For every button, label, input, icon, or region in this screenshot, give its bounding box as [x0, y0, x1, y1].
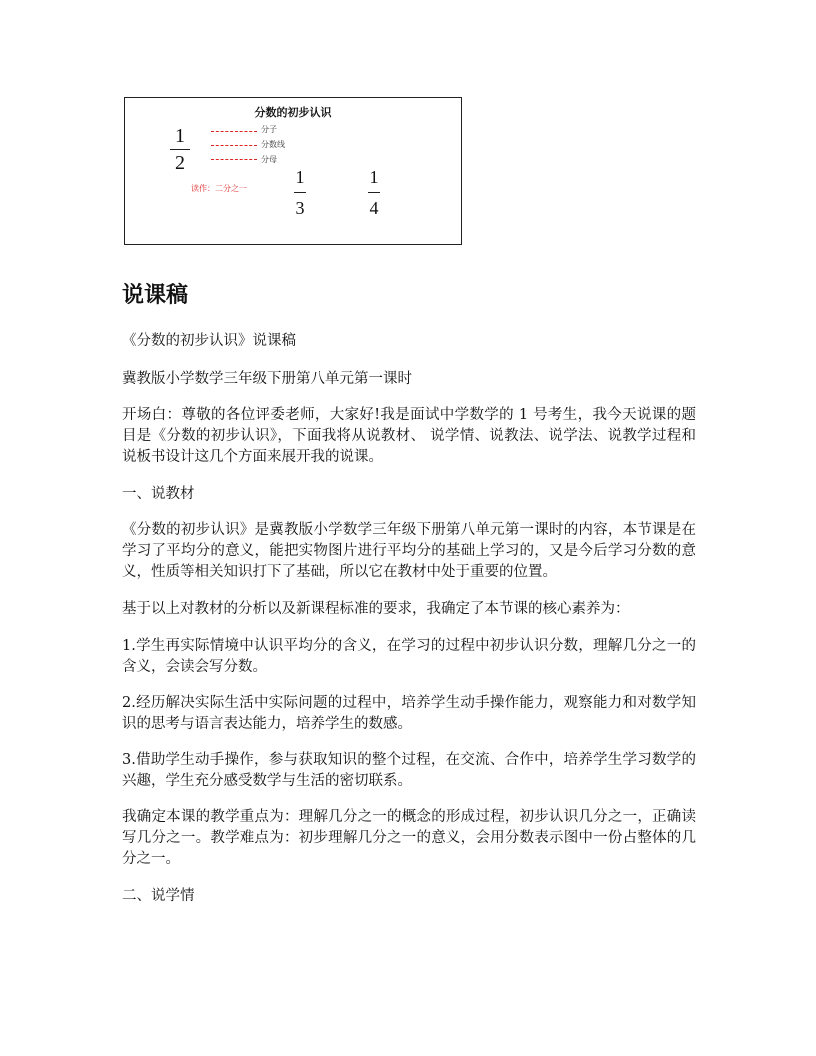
blackboard-design-figure — [124, 97, 462, 245]
paragraph-key-points: 我确定本课的教学重点为：理解几分之一的概念的形成过程，初步认识几分之一，正确读写几分之一。教学难点为：初步理解几分之一的意义，会用分数表示图中一份占整体的几分之一。 — [122, 809, 696, 867]
denominator: 4 — [369, 198, 379, 218]
fraction-one-half — [169, 126, 191, 173]
paragraph-goal-1: 1.学生再实际情境中认识平均分的含义，在学习的过程中初步认识分数，理解几分之一的含义，会读会写分数。 — [122, 638, 696, 675]
paragraph-goal-2: 2.经历解决实际生活中实际问题的过程中，培养学生动手操作能力，观察能力和对数学知识的思考与语言表达能力，培养学生的数感。 — [122, 695, 696, 732]
read-note: 读作：二分之一 — [191, 184, 247, 193]
section-heading-students: 二、说学情 — [122, 888, 195, 904]
fraction-bar — [368, 192, 380, 193]
pointer-line-numerator — [211, 131, 257, 132]
label-denominator: 分母 — [261, 155, 277, 164]
board-title: 分数的初步认识 — [254, 106, 332, 119]
denominator: 3 — [295, 198, 305, 218]
document-heading: 说课稿 — [122, 283, 189, 308]
paragraph-opening: 开场白：尊敬的各位评委老师，大家好!我是面试中学数学的 1 号考生，我今天说课的题目是《分数的初步认识》，下面我将从说教材、 说学情、说教法、说学法、说教学过程和说板书设计这几个方面来展开我的说课。 — [122, 407, 696, 465]
section-heading-textbook: 一、说教材 — [122, 486, 195, 502]
fraction-one-third — [290, 168, 310, 217]
pointer-line-fraction-line — [211, 145, 257, 146]
paragraph-goal-3: 3.借助学生动手操作，参与获取知识的整个过程，在交流、合作中，培养学生学习数学的兴趣，学生充分感受数学与生活的密切联系。 — [122, 752, 696, 789]
pointer-line-denominator — [211, 159, 257, 160]
label-numerator: 分子 — [261, 125, 277, 134]
fraction-bar — [170, 149, 190, 150]
fraction-one-quarter — [364, 168, 384, 217]
paragraph-course-info: 冀教版小学数学三年级下册第八单元第一课时 — [122, 371, 412, 387]
label-fraction-line: 分数线 — [261, 140, 285, 149]
numerator: 1 — [175, 125, 185, 147]
paragraph-core-literacy-intro: 基于以上对教材的分析以及新课程标准的要求，我确定了本节课的核心素养为： — [122, 601, 630, 617]
numerator: 1 — [369, 167, 379, 187]
denominator: 2 — [175, 152, 185, 174]
paragraph-textbook: 《分数的初步认识》是冀教版小学数学三年级下册第八单元第一课时的内容，本节课是在学习了平均分的意义，能把实物图片进行平均分的基础上学习的，又是今后学习分数的意义，性质等相关知识打下了基础，所以它在教材中处于重要的位置。 — [122, 522, 696, 580]
fraction-bar — [294, 192, 306, 193]
paragraph-title: 《分数的初步认识》说课稿 — [122, 333, 296, 349]
numerator: 1 — [295, 167, 305, 187]
